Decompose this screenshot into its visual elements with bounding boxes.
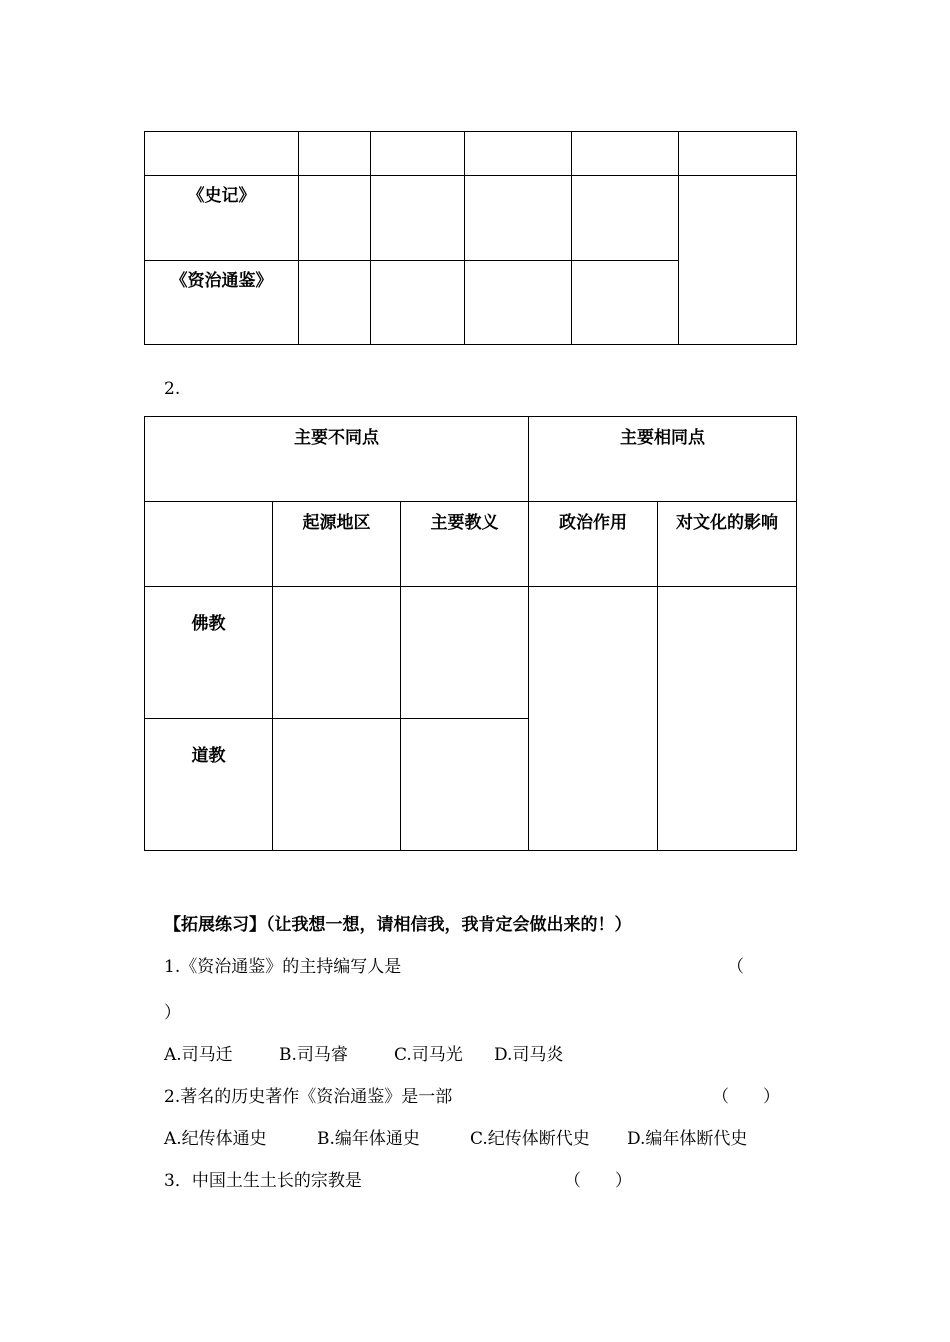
question-2-options	[164, 1124, 747, 1149]
exercise-heading: 【拓展练习】（让我想一想，请相信我，我肯定会做出来的！）	[164, 915, 632, 935]
table-cell	[572, 261, 679, 345]
section-number: 2.	[164, 379, 181, 399]
table-header-row	[145, 132, 797, 176]
col-political: 政治作用	[559, 513, 628, 533]
question-2-paren: （ ）	[712, 1087, 780, 1107]
q1-option-d: D.司马炎	[494, 1045, 564, 1065]
table-cell	[465, 132, 572, 176]
q2-option-d: D.编年体断代史	[627, 1129, 748, 1149]
row-label-cell	[145, 719, 273, 851]
header-cell	[401, 502, 529, 587]
header-cell	[529, 502, 658, 587]
merged-cell	[679, 176, 797, 345]
table-cell	[465, 261, 572, 345]
col-doctrine: 主要教义	[430, 513, 499, 533]
header-cell	[273, 502, 401, 587]
table-cell	[273, 719, 401, 851]
table-cell	[401, 587, 529, 719]
table-cell	[371, 261, 465, 345]
question-1-paren-close: ）	[164, 1003, 181, 1023]
table-cell	[371, 176, 465, 261]
q1-option-b: B.司马睿	[279, 1045, 348, 1065]
table-cell	[273, 587, 401, 719]
row-label-cell	[145, 176, 299, 261]
table-cell	[371, 132, 465, 176]
col-culture: 对文化的影响	[676, 513, 779, 533]
row-label-taoism: 道教	[191, 746, 226, 766]
col-origin: 起源地区	[302, 513, 371, 533]
question-1-text: 1.《资治通鉴》的主持编写人是	[164, 957, 402, 977]
row-label-cell	[145, 587, 273, 719]
question-1-paren-open: （	[727, 957, 744, 977]
table-row	[145, 176, 797, 261]
q1-option-a: A.司马迁	[164, 1045, 233, 1065]
history-books-table	[144, 131, 797, 345]
table-row	[145, 587, 797, 719]
question-2-text: 2.著名的历史著作《资治通鉴》是一部	[164, 1087, 453, 1107]
q2-option-b: B.编年体通史	[317, 1129, 420, 1149]
table-cell	[299, 176, 371, 261]
header-cell	[658, 502, 797, 587]
table-cell	[299, 261, 371, 345]
question-3-paren: （ ）	[564, 1171, 632, 1191]
religion-comparison-table	[144, 416, 797, 851]
table-cell	[145, 502, 273, 587]
header-cell	[145, 417, 529, 502]
merged-cell	[658, 587, 797, 851]
row-label-zizhitongjian: 《资治通鉴》	[170, 271, 273, 291]
row-label-shiji: 《史记》	[187, 186, 256, 206]
header-similarities: 主要相同点	[620, 428, 706, 448]
table-cell	[299, 132, 371, 176]
table-cell	[679, 132, 797, 176]
table-cell	[572, 132, 679, 176]
question-1-options	[164, 1040, 563, 1065]
table-cell	[145, 132, 299, 176]
q2-option-c: C.纪传体断代史	[470, 1129, 590, 1149]
table-header-row	[145, 417, 797, 502]
table-subheader-row	[145, 502, 797, 587]
table-cell	[572, 176, 679, 261]
header-cell	[529, 417, 797, 502]
q2-option-a: A.纪传体通史	[164, 1129, 267, 1149]
header-differences: 主要不同点	[294, 428, 380, 448]
q1-option-c: C.司马光	[394, 1045, 463, 1065]
table-cell	[465, 176, 572, 261]
merged-cell	[529, 587, 658, 851]
table-cell	[401, 719, 529, 851]
question-3-text: 3．中国土生土长的宗教是	[164, 1171, 362, 1191]
row-label-buddhism: 佛教	[191, 614, 226, 634]
row-label-cell	[145, 261, 299, 345]
